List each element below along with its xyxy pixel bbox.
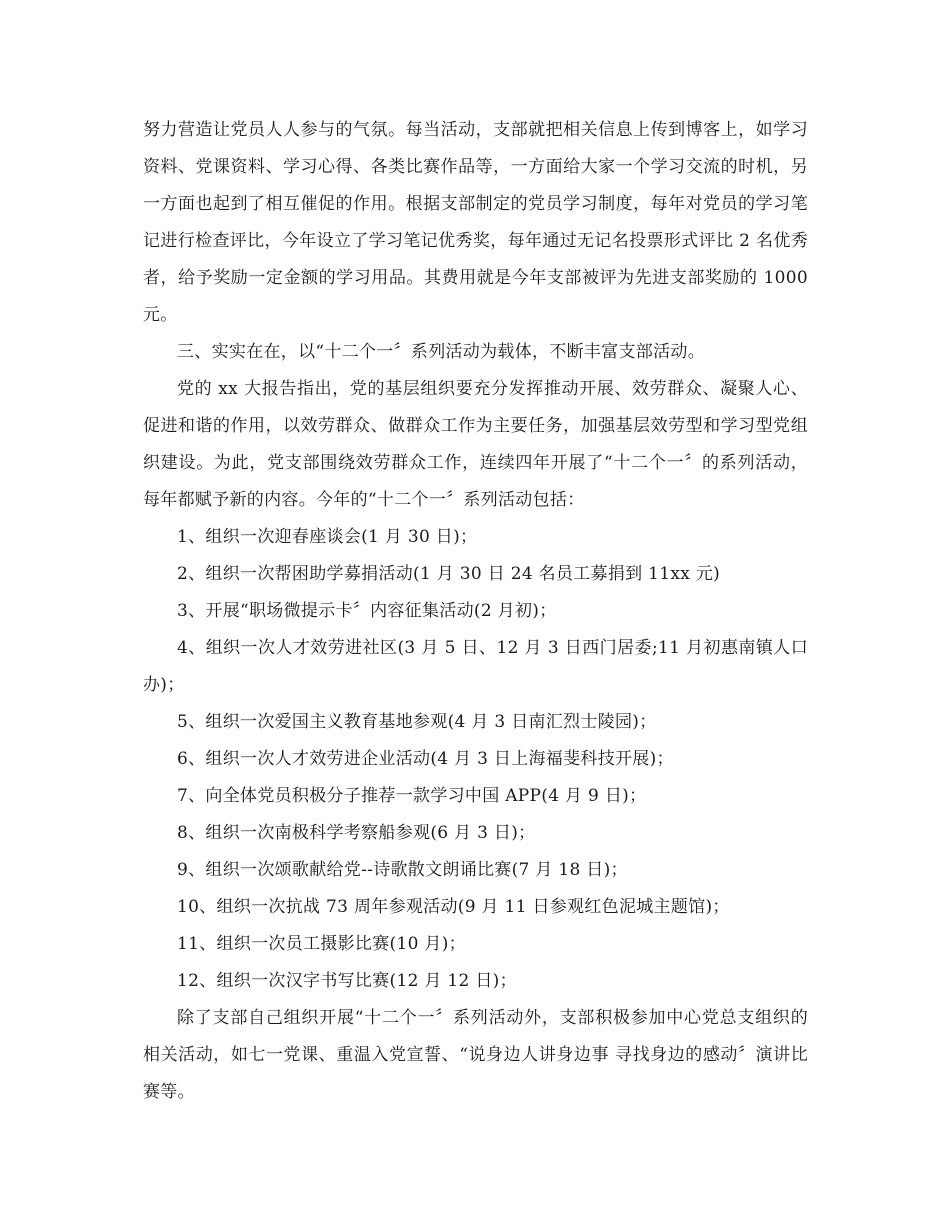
- list-item: 12、组织一次汉字书写比赛(12 月 12 日)；: [177, 971, 517, 991]
- section-heading-three: 三、实实在在，以“十二个一〞系列活动为载体，不断丰富支部活动。: [177, 342, 705, 362]
- list-item: 9、组织一次颂歌献给党--诗歌散文朗诵比赛(7 月 18 日)；: [177, 860, 628, 880]
- list-item: 1、组织一次迎春座谈会(1 月 30 日)；: [177, 527, 478, 547]
- document-body: [143, 112, 808, 1111]
- paragraph-report: 党的 xx 大报告指出，党的基层组织要充分发挥推动开展、效劳群众、凝聚人心、促进和谐的作用，以效劳群众、做群众工作为主要任务，加强基层效劳型和学习型党组织建设。为此，党支部围绕效劳群众工作，连续四年开展了“十二个一〞的系列活动，每年都赋予新的内容。今年的“十二个一〞系列活动包括：: [143, 379, 808, 510]
- paragraph-intro: 努力营造让党员人人参与的气氛。每当活动，支部就把相关信息上传到博客上，如学习资料、党课资料、学习心得、各类比赛作品等，一方面给大家一个学习交流的时机，另一方面也起到了相互催促的作用。根据支部制定的党员学习制度，每年对党员的学习笔记进行检查评比，今年设立了学习笔记优秀奖，每年通过无记名投票形式评比 2 名优秀者，给予奖励一定金额的学习用品。其费用就是今年支部被评为先进支部奖励的 1000 元。: [143, 120, 808, 325]
- paragraph-closing: 除了支部自己组织开展“十二个一〞系列活动外，支部积极参加中心党总支组织的相关活动，如七一党课、重温入党宣誓、“说身边人讲身边事 寻找身边的感动〞演讲比赛等。: [143, 1008, 808, 1102]
- list-item: 3、开展“职场微提示卡〞内容征集活动(2 月初)；: [177, 601, 557, 621]
- list-item: 11、组织一次员工摄影比赛(10 月)；: [177, 934, 466, 954]
- list-item: 2、组织一次帮困助学募捐活动(1 月 30 日 24 名员工募捐到 11xx 元): [177, 564, 721, 584]
- list-item: 6、组织一次人才效劳进企业活动(4 月 3 日上海福斐科技开展)；: [177, 749, 674, 769]
- list-item: 5、组织一次爱国主义教育基地参观(4 月 3 日南汇烈士陵园)；: [177, 712, 657, 732]
- list-item: 8、组织一次南极科学考察船参观(6 月 3 日)；: [177, 823, 536, 843]
- list-item: 4、组织一次人才效劳进社区(3 月 5 日、12 月 3 日西门居委;11 月初惠南镇人口办)；: [143, 638, 808, 695]
- list-item: 10、组织一次抗战 73 周年参观活动(9 月 11 日参观红色泥城主题馆)；: [177, 897, 730, 917]
- list-item: 7、向全体党员积极分子推荐一款学习中国 APP(4 月 9 日)；: [177, 786, 647, 806]
